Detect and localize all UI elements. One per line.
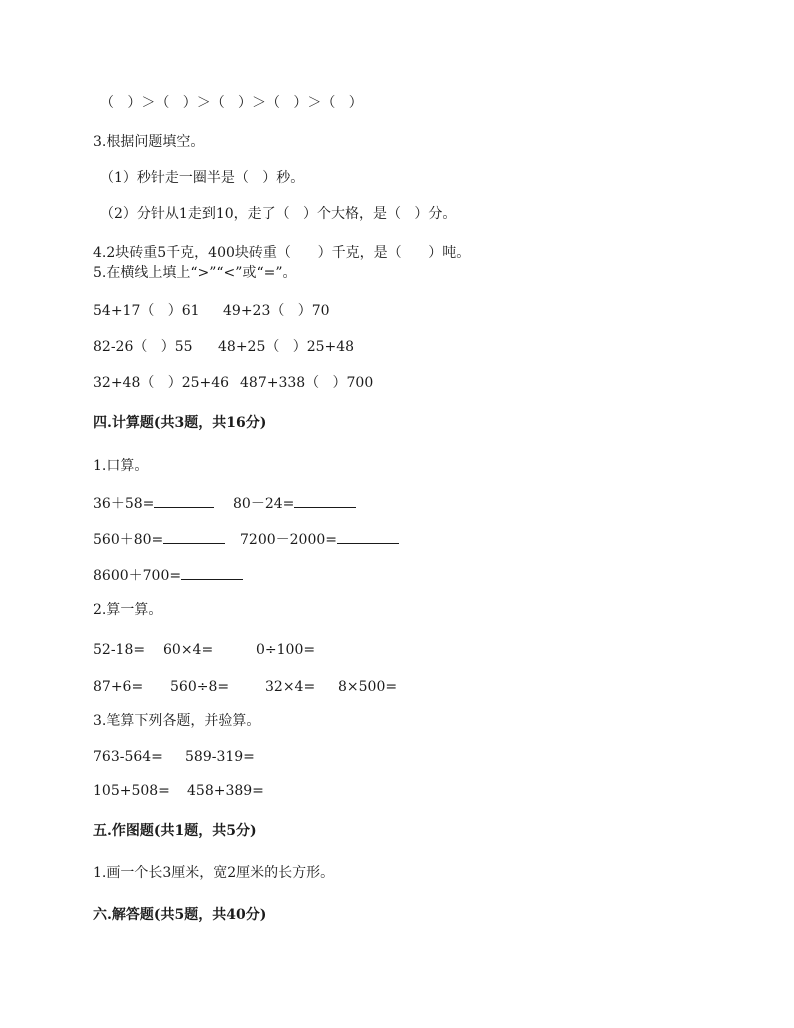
compare-item-3a: 32+48（ ）25+46	[93, 375, 230, 391]
section-4-q2-title: 2.算一算。	[93, 602, 163, 618]
question-5-title: 5.在横线上填上“>”“<”或“=”。	[93, 265, 297, 281]
section-4-title: 四.计算题(共3题，共16分)	[93, 415, 267, 431]
written-calc-item: 458+389=	[187, 783, 264, 799]
answer-blank[interactable]	[163, 529, 225, 544]
question-4: 4.2块砖重5千克，400块砖重（ ）千克，是（ ）吨。	[93, 245, 471, 261]
written-calc-item: 589-319=	[185, 749, 255, 765]
oral-calc-item: 80－24=	[233, 493, 356, 513]
section-5-q1: 1.画一个长3厘米，宽2厘米的长方形。	[93, 865, 335, 881]
compare-item-3b: 487+338（ ）700	[240, 375, 374, 391]
section-6-title: 六.解答题(共5题，共40分)	[93, 907, 267, 923]
oral-calc-item: 36＋58=	[93, 493, 214, 513]
answer-blank[interactable]	[337, 529, 399, 544]
compare-item-1a: 54+17（ ）61	[93, 303, 200, 319]
calc-item: 560÷8=	[170, 679, 230, 695]
compare-item-2b: 48+25（ ）25+48	[218, 339, 355, 355]
oral-calc-item: 7200－2000=	[240, 529, 399, 549]
section-4-q1-title: 1.口算。	[93, 458, 149, 474]
calc-item: 32×4=	[265, 679, 316, 695]
calc-item: 0÷100=	[256, 642, 316, 658]
ordering-blanks: （ ）＞（ ）＞（ ）＞（ ）＞（ ）	[100, 95, 363, 111]
compare-item-2a: 82-26（ ）55	[93, 339, 193, 355]
section-4-q3-title: 3.笔算下列各题，并验算。	[93, 713, 261, 729]
calc-item: 8×500=	[338, 679, 398, 695]
calc-item: 52-18=	[93, 642, 146, 658]
question-3-title: 3.根据问题填空。	[93, 134, 205, 150]
calc-item: 60×4=	[163, 642, 214, 658]
answer-blank[interactable]	[294, 493, 356, 508]
question-3-part-2: （2）分针从1走到10，走了（ ）个大格，是（ ）分。	[100, 206, 457, 222]
written-calc-item: 105+508=	[93, 783, 170, 799]
answer-blank[interactable]	[154, 493, 214, 508]
oral-calc-item: 560＋80=	[93, 529, 225, 549]
written-calc-item: 763-564=	[93, 749, 163, 765]
compare-item-1b: 49+23（ ）70	[223, 303, 330, 319]
calc-item: 87+6=	[93, 679, 144, 695]
oral-calc-item: 8600＋700=	[93, 565, 243, 585]
question-3-part-1: （1）秒针走一圈半是（ ）秒。	[100, 170, 305, 186]
section-5-title: 五.作图题(共1题，共5分)	[93, 823, 257, 839]
answer-blank[interactable]	[181, 565, 243, 580]
